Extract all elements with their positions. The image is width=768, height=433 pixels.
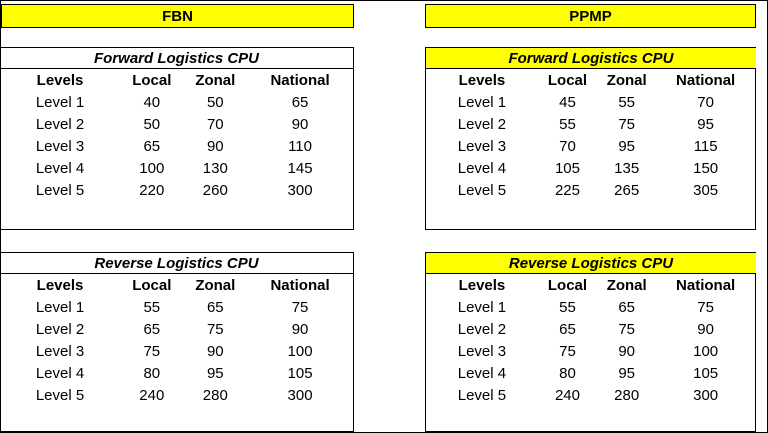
cell-national: 75: [697, 298, 714, 316]
cell-national: 90: [291, 115, 309, 133]
table-header-row: [426, 69, 755, 91]
cell-zonal: 260: [202, 181, 228, 199]
left-reverse-title-text: Reverse Logistics CPU: [94, 254, 259, 272]
cell-levels: Level 2: [457, 115, 507, 133]
cell-levels: Level 2: [35, 320, 85, 338]
cell-zonal: 70: [206, 115, 224, 133]
cell-levels: Level 3: [457, 137, 507, 155]
cell-national: 105: [693, 364, 719, 382]
cell-zonal: 55: [618, 93, 636, 111]
cell-levels: Level 5: [457, 181, 507, 199]
right-reverse-title-text: Reverse Logistics CPU: [508, 254, 674, 272]
cell-local: 105: [554, 159, 580, 177]
cell-national: 90: [697, 320, 714, 338]
cell-local: 240: [139, 386, 165, 404]
cell-zonal: 65: [618, 298, 636, 316]
table-row: [0, 318, 353, 340]
table-row: [426, 179, 755, 201]
column-header-local: Local: [547, 71, 588, 89]
cell-national: 95: [697, 115, 714, 133]
cell-national: 75: [291, 298, 309, 316]
table-row: [426, 91, 755, 113]
table-row: [426, 296, 755, 318]
table-row: [0, 340, 353, 362]
cell-national: 300: [287, 181, 313, 199]
cell-levels: Level 1: [35, 298, 85, 316]
left-forward-title-text: Forward Logistics CPU: [93, 49, 260, 67]
column-header-national: National: [676, 276, 736, 294]
cell-local: 50: [143, 115, 161, 133]
column-header-zonal: Zonal: [606, 276, 647, 294]
table-row: [0, 113, 353, 135]
cell-local: 240: [554, 386, 580, 404]
table-row: [426, 362, 755, 384]
left-forward-title: [0, 47, 353, 69]
cell-levels: Level 5: [457, 386, 507, 404]
cell-national: 300: [287, 386, 313, 404]
cell-zonal: 265: [614, 181, 640, 199]
table-row: [0, 135, 353, 157]
table-row: [0, 91, 353, 113]
cell-zonal: 65: [206, 298, 224, 316]
cell-zonal: 90: [618, 342, 636, 360]
cell-local: 55: [559, 115, 576, 133]
table-row: [0, 296, 353, 318]
table-row: [0, 384, 353, 406]
cell-local: 75: [559, 342, 576, 360]
cell-local: 65: [143, 320, 161, 338]
cell-national: 100: [287, 342, 313, 360]
column-header-national: National: [270, 71, 330, 89]
cell-levels: Level 1: [35, 93, 85, 111]
cell-zonal: 280: [614, 386, 640, 404]
right-forward-title: [425, 47, 756, 69]
cell-zonal: 95: [618, 137, 636, 155]
cell-zonal: 135: [614, 159, 640, 177]
cell-zonal: 130: [202, 159, 228, 177]
cell-local: 70: [559, 137, 576, 155]
column-header-levels: Levels: [36, 71, 84, 89]
cell-zonal: 280: [202, 386, 228, 404]
cell-zonal: 95: [618, 364, 636, 382]
cell-local: 45: [559, 93, 576, 111]
table-row: [426, 157, 755, 179]
right-reverse-panel: [425, 252, 756, 432]
header-ppmp: [425, 4, 756, 28]
column-header-levels: Levels: [458, 276, 506, 294]
column-header-national: National: [676, 71, 736, 89]
cell-local: 80: [143, 364, 161, 382]
cell-national: 300: [693, 386, 719, 404]
left-forward-table: [0, 69, 353, 201]
cell-levels: Level 5: [35, 181, 85, 199]
cell-zonal: 75: [618, 115, 636, 133]
cell-national: 305: [693, 181, 719, 199]
cell-levels: Level 4: [457, 364, 507, 382]
cell-local: 65: [559, 320, 576, 338]
column-header-zonal: Zonal: [606, 71, 647, 89]
cell-local: 80: [559, 364, 576, 382]
column-header-local: Local: [132, 71, 172, 89]
cell-national: 115: [693, 137, 718, 155]
cell-levels: Level 4: [457, 159, 507, 177]
cell-levels: Level 2: [35, 115, 85, 133]
left-reverse-panel: [0, 252, 354, 432]
column-header-zonal: Zonal: [195, 71, 236, 89]
cell-zonal: 75: [618, 320, 636, 338]
header-fbn: [1, 4, 354, 28]
table-header-row: [0, 274, 353, 296]
table-row: [0, 179, 353, 201]
column-header-national: National: [270, 276, 330, 294]
cell-levels: Level 3: [35, 137, 85, 155]
cell-local: 75: [143, 342, 161, 360]
cell-local: 65: [143, 137, 161, 155]
cell-national: 70: [697, 93, 714, 111]
cell-levels: Level 1: [457, 298, 507, 316]
table-row: [0, 157, 353, 179]
cell-national: 105: [287, 364, 313, 382]
cell-local: 100: [139, 159, 165, 177]
cell-zonal: 90: [206, 342, 224, 360]
cell-national: 150: [693, 159, 719, 177]
left-reverse-table: [0, 274, 353, 406]
cell-national: 110: [288, 137, 312, 155]
cell-local: 55: [559, 298, 576, 316]
cell-national: 100: [693, 342, 719, 360]
table-row: [0, 362, 353, 384]
cell-levels: Level 3: [35, 342, 85, 360]
cell-national: 65: [291, 93, 309, 111]
cell-national: 90: [291, 320, 309, 338]
right-forward-title-text: Forward Logistics CPU: [508, 49, 674, 67]
cell-local: 55: [143, 298, 161, 316]
cell-levels: Level 2: [457, 320, 507, 338]
table-row: [426, 384, 755, 406]
cell-levels: Level 4: [35, 364, 85, 382]
cell-levels: Level 4: [35, 159, 85, 177]
table-row: [426, 340, 755, 362]
cell-zonal: 75: [206, 320, 224, 338]
column-header-levels: Levels: [458, 71, 506, 89]
cell-national: 145: [287, 159, 313, 177]
column-header-levels: Levels: [36, 276, 84, 294]
left-reverse-title: [0, 252, 353, 274]
right-reverse-title: [425, 252, 756, 274]
left-forward-panel: [0, 47, 354, 230]
cell-zonal: 95: [206, 364, 224, 382]
column-header-zonal: Zonal: [195, 276, 236, 294]
table-row: [426, 135, 755, 157]
cell-levels: Level 3: [457, 342, 507, 360]
cell-levels: Level 1: [457, 93, 507, 111]
table-row: [426, 318, 755, 340]
column-header-local: Local: [132, 276, 172, 294]
right-forward-panel: [425, 47, 756, 230]
cell-local: 40: [143, 93, 161, 111]
header-fbn-label: FBN: [162, 7, 193, 25]
header-ppmp-label: PPMP: [569, 7, 612, 25]
table-row: [426, 113, 755, 135]
right-forward-table: [426, 69, 755, 201]
column-header-local: Local: [547, 276, 588, 294]
cell-zonal: 50: [206, 93, 224, 111]
right-reverse-table: [426, 274, 755, 406]
table-header-row: [426, 274, 755, 296]
cell-local: 225: [554, 181, 580, 199]
cell-local: 220: [139, 181, 165, 199]
cell-levels: Level 5: [35, 386, 85, 404]
cell-zonal: 90: [206, 137, 224, 155]
table-header-row: [0, 69, 353, 91]
